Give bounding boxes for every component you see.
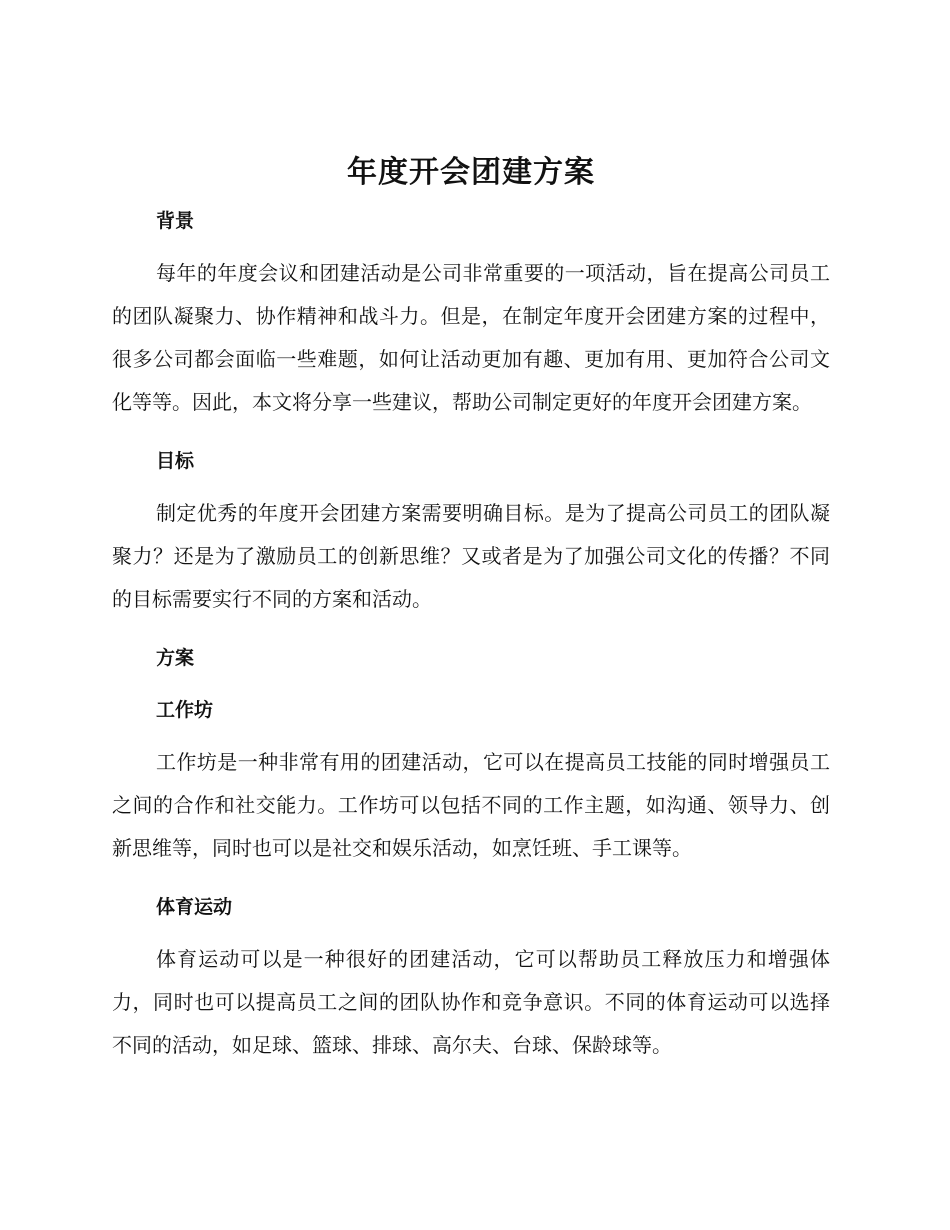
- document-title: 年度开会团建方案: [347, 155, 595, 190]
- spacer: [112, 424, 830, 446]
- section-heading-plan: 方案: [156, 647, 195, 669]
- section-heading-sports: 体育运动: [156, 896, 233, 918]
- spacer: [112, 236, 830, 252]
- section-paragraph-workshop: 工作坊是一种非常有用的团建活动，它可以在提高员工技能的同时增强员工之间的合作和社交能力。工作坊可以包括不同的工作主题，如沟通、领导力、创新思维等，同时也可以是社交和娱乐活动，如烹饪班、手工课等。: [112, 750, 830, 860]
- spacer: [112, 621, 830, 643]
- section-heading-background: 背景: [156, 210, 195, 232]
- section-paragraph-background: 每年的年度会议和团建活动是公司非常重要的一项活动，旨在提高公司员工的团队凝聚力、协作精神和战斗力。但是，在制定年度开会团建方案的过程中，很多公司都会面临一些难题，如何让活动更加有趣、更加有用、更加符合公司文化等等。因此，本文将分享一些建议，帮助公司制定更好的年度开会团建方案。: [112, 261, 830, 414]
- document-body: [112, 150, 830, 1067]
- spacer: [112, 673, 830, 695]
- section-heading-workshop: 工作坊: [156, 699, 214, 721]
- spacer: [112, 725, 830, 741]
- section-paragraph-goal: 制定优秀的年度开会团建方案需要明确目标。是为了提高公司员工的团队凝聚力？还是为了激励员工的创新思维？又或者是为了加强公司文化的传播？不同的目标需要实行不同的方案和活动。: [112, 501, 830, 611]
- spacer: [112, 476, 830, 492]
- spacer: [112, 870, 830, 892]
- section-paragraph-sports: 体育运动可以是一种很好的团建活动，它可以帮助员工释放压力和增强体力，同时也可以提高员工之间的团队协作和竞争意识。不同的体育运动可以选择不同的活动，如足球、篮球、排球、高尔夫、台球、保龄球等。: [112, 947, 830, 1057]
- section-heading-goal: 目标: [156, 450, 195, 472]
- spacer: [112, 922, 830, 938]
